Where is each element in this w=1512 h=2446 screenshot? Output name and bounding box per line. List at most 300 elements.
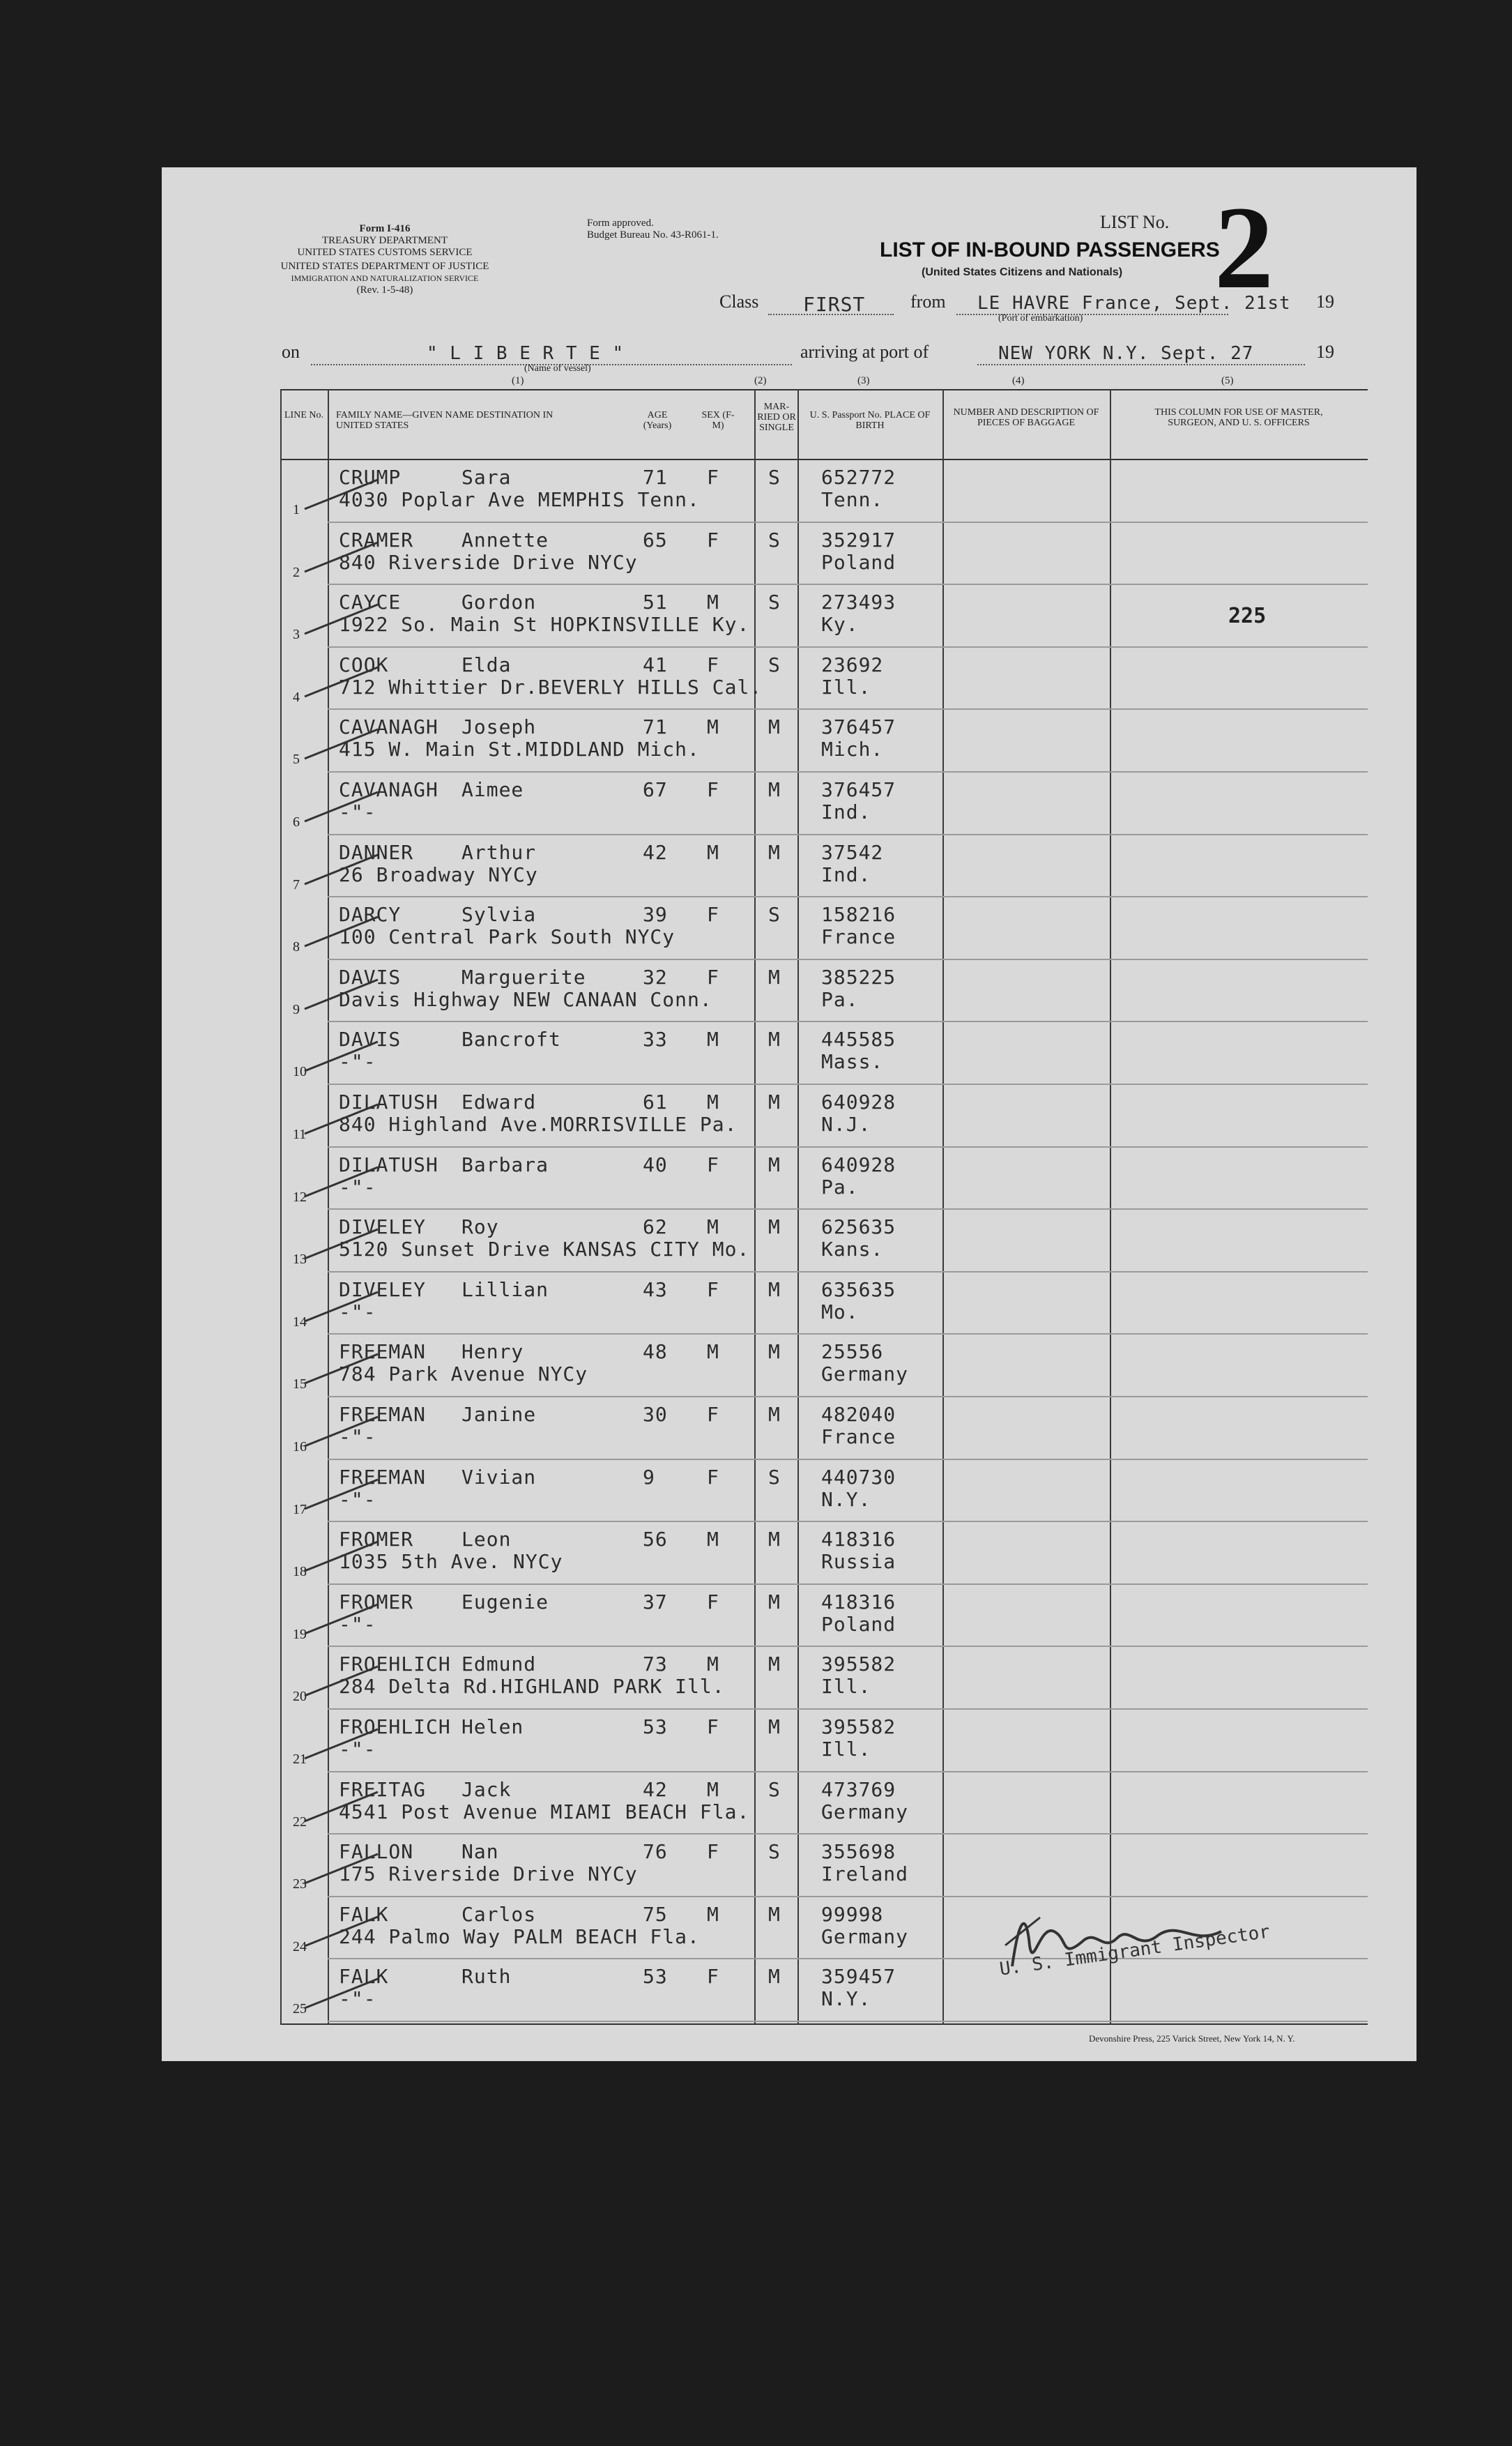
passport-number: 23692	[821, 653, 884, 676]
destination: -"-	[339, 1738, 376, 1761]
table-row	[280, 1335, 1368, 1397]
line-number: 25	[293, 2001, 307, 2017]
marital-status: M	[768, 840, 781, 864]
line-number: 14	[293, 1314, 307, 1330]
passport-number: 652772	[821, 466, 896, 489]
family-name: FROEHLICH	[339, 1653, 451, 1676]
line-number: 10	[293, 1064, 307, 1080]
check-mark-icon	[301, 974, 385, 1016]
place-of-birth: Ill.	[821, 675, 871, 699]
table-row	[280, 1397, 1368, 1460]
destination: 284 Delta Rd.HIGHLAND PARK Ill.	[339, 1675, 725, 1699]
family-name: DILATUSH	[339, 1153, 438, 1176]
age: 40	[643, 1153, 668, 1176]
given-name: Joseph	[461, 715, 537, 739]
place-of-birth: Kans.	[821, 1238, 884, 1261]
age: 53	[643, 1715, 668, 1738]
age: 73	[643, 1653, 668, 1676]
destination: -"-	[339, 800, 376, 823]
check-mark-icon	[301, 1661, 385, 1703]
sex: F	[707, 903, 719, 927]
age: 53	[643, 1965, 668, 1989]
col-num-5: (5)	[1221, 375, 1234, 386]
given-name: Vivian	[461, 1465, 537, 1489]
place-of-birth: France	[821, 1425, 896, 1448]
table-row	[280, 835, 1368, 898]
destination: Davis Highway NEW CANAAN Conn.	[339, 987, 712, 1011]
place-of-birth: Pa.	[821, 1175, 859, 1199]
line-number: 7	[293, 876, 300, 892]
place-of-birth: Ill.	[821, 1675, 871, 1699]
place-of-birth: France	[821, 925, 896, 949]
passport-number: 395582	[821, 1715, 896, 1738]
sex: F	[707, 528, 719, 552]
check-mark-icon	[301, 1848, 385, 1890]
inspector-caption: U. S. Immigrant Inspector	[998, 1921, 1272, 1980]
line-number: 1	[293, 502, 300, 517]
table-row	[280, 1522, 1368, 1585]
age: 62	[643, 1215, 668, 1239]
place-of-birth: Tenn.	[821, 488, 884, 511]
sex: M	[707, 1653, 719, 1676]
check-mark-icon	[301, 1911, 385, 1953]
sex: F	[707, 1277, 719, 1301]
check-mark-icon	[301, 1411, 385, 1453]
age: 33	[643, 1028, 668, 1051]
col-header-line: LINE No.	[284, 410, 323, 420]
check-mark-icon	[301, 787, 385, 828]
age: 76	[643, 1840, 668, 1864]
family-name: DAVIS	[339, 965, 402, 989]
place-of-birth: Mo.	[821, 1300, 859, 1323]
check-mark-icon	[301, 662, 385, 704]
table-row	[280, 773, 1368, 835]
destination: 784 Park Avenue NYCy	[339, 1362, 588, 1386]
family-name: FREEMAN	[339, 1340, 427, 1364]
age: 30	[643, 1403, 668, 1426]
destination: 1922 So. Main St HOPKINSVILLE Ky.	[339, 613, 750, 637]
destination: -"-	[339, 1050, 376, 1074]
destination: -"-	[339, 1175, 376, 1199]
table-row	[280, 1710, 1368, 1772]
age: 61	[643, 1091, 668, 1114]
passport-number: 352917	[821, 528, 896, 552]
family-name: DAVIS	[339, 1028, 402, 1051]
list-number: 2	[1214, 182, 1274, 313]
check-mark-icon	[301, 474, 385, 516]
table-row	[280, 1585, 1368, 1648]
arrival-dotline	[977, 364, 1305, 365]
family-name: FALK	[339, 1965, 389, 1989]
table-row	[280, 585, 1368, 648]
given-name: Jack	[461, 1777, 512, 1801]
given-name: Sylvia	[461, 903, 537, 927]
given-name: Annette	[461, 528, 549, 552]
family-name: FALLON	[339, 1840, 414, 1864]
check-mark-icon	[301, 1973, 385, 2015]
col-header-sex: SEX (F-M)	[701, 410, 735, 431]
age: 51	[643, 591, 668, 614]
marital-status: S	[768, 1777, 781, 1801]
line-number: 9	[293, 1001, 300, 1017]
marital-status: M	[768, 1403, 781, 1426]
given-name: Barbara	[461, 1153, 549, 1176]
passport-number: 376457	[821, 715, 896, 739]
place-of-birth: Ind.	[821, 800, 871, 823]
place-of-birth: Russia	[821, 1550, 896, 1574]
from-label: from	[910, 291, 946, 312]
check-mark-icon	[301, 1162, 385, 1203]
line-number: 24	[293, 1938, 307, 1954]
family-name: CAYCE	[339, 591, 402, 614]
form-subtitle: (United States Citizens and Nationals)	[922, 266, 1123, 278]
marital-status: M	[768, 1277, 781, 1301]
marital-status: M	[768, 1215, 781, 1239]
year-label-1: 19	[1316, 291, 1334, 312]
place-of-birth: N.Y.	[821, 1487, 871, 1511]
sex: F	[707, 1590, 719, 1613]
destination: 244 Palmo Way PALM BEACH Fla.	[339, 1924, 700, 1948]
marital-status: S	[768, 528, 781, 552]
line-number: 12	[293, 1189, 307, 1205]
age: 43	[643, 1277, 668, 1301]
arrival-value: NEW YORK N.Y. Sept. 27	[998, 343, 1254, 364]
check-mark-icon	[301, 537, 385, 579]
line-number: 6	[293, 814, 300, 830]
marital-status: M	[768, 715, 781, 739]
given-name: Leon	[461, 1528, 512, 1551]
line-number: 13	[293, 1252, 307, 1268]
table-row	[280, 1085, 1368, 1148]
table-row	[280, 1647, 1368, 1710]
destination: -"-	[339, 1987, 376, 2011]
place-of-birth: Ireland	[821, 1862, 909, 1886]
place-of-birth: Germany	[821, 1362, 909, 1386]
table-row	[280, 1022, 1368, 1085]
passport-number: 640928	[821, 1153, 896, 1176]
line-number: 17	[293, 1501, 307, 1517]
place-of-birth: Germany	[821, 1924, 909, 1948]
marital-status: M	[768, 1340, 781, 1364]
destination: -"-	[339, 1487, 376, 1511]
given-name: Helen	[461, 1715, 524, 1738]
col-num-2: (2)	[754, 375, 767, 386]
family-name: DANNER	[339, 840, 414, 864]
table-row	[280, 1834, 1368, 1897]
sex: M	[707, 591, 719, 614]
age: 41	[643, 653, 668, 676]
marital-status: S	[768, 1840, 781, 1864]
check-mark-icon	[301, 1036, 385, 1078]
check-mark-icon	[301, 911, 385, 953]
sex: M	[707, 1340, 719, 1364]
destination: 840 Riverside Drive NYCy	[339, 550, 638, 574]
family-name: FROEHLICH	[339, 1715, 451, 1738]
passport-number: 158216	[821, 903, 896, 927]
table-bottom-border	[280, 2023, 1368, 2025]
table-row	[280, 1148, 1368, 1210]
given-name: Edmund	[461, 1653, 537, 1676]
vessel-caption: (Name of vessel)	[524, 363, 591, 374]
passport-number: 376457	[821, 778, 896, 801]
col-header-married: MAR-RIED OR SINGLE	[757, 402, 796, 433]
manifest-table	[280, 389, 1368, 2032]
passport-number: 385225	[821, 965, 896, 989]
given-name: Bancroft	[461, 1028, 561, 1051]
line-number: 8	[293, 939, 300, 955]
age: 71	[643, 715, 668, 739]
col-num-3: (3)	[857, 375, 870, 386]
given-name: Sara	[461, 466, 512, 489]
line-number: 11	[293, 1127, 307, 1142]
class-label: Class	[719, 291, 759, 312]
from-value: LE HAVRE France, Sept. 21st	[977, 293, 1291, 314]
check-mark-icon	[301, 849, 385, 891]
check-mark-icon	[301, 1286, 385, 1328]
given-name: Ruth	[461, 1965, 512, 1989]
check-mark-icon	[301, 599, 385, 641]
form-title: LIST OF IN-BOUND PASSENGERS	[880, 238, 1220, 261]
age: 42	[643, 840, 668, 864]
form-number: Form I-416	[359, 223, 411, 234]
list-label: LIST No.	[1100, 212, 1170, 232]
officer-note: 225	[1228, 604, 1267, 628]
marital-status: S	[768, 903, 781, 927]
table-row	[280, 460, 1368, 523]
passport-number: 99998	[821, 1902, 884, 1926]
passport-number: 37542	[821, 840, 884, 864]
embarkation-caption: (Port of embarkation)	[998, 313, 1083, 324]
table-row	[280, 710, 1368, 773]
passport-number: 445585	[821, 1028, 896, 1051]
marital-status: M	[768, 1153, 781, 1176]
line-number: 18	[293, 1564, 307, 1580]
col-num-4: (4)	[1012, 375, 1025, 386]
on-label: on	[282, 342, 300, 362]
passport-number: 395582	[821, 1653, 896, 1676]
line-number: 2	[293, 564, 300, 580]
table-row	[280, 1273, 1368, 1335]
line-number: 20	[293, 1689, 307, 1705]
destination: -"-	[339, 1425, 376, 1448]
sex: F	[707, 1840, 719, 1864]
destination: -"-	[339, 1612, 376, 1636]
given-name: Marguerite	[461, 965, 586, 989]
check-mark-icon	[301, 1349, 385, 1390]
given-name: Eugenie	[461, 1590, 549, 1613]
marital-status: M	[768, 1028, 781, 1051]
sex: M	[707, 1777, 719, 1801]
sex: F	[707, 466, 719, 489]
family-name: FROMER	[339, 1528, 414, 1551]
col-header-name: FAMILY NAME—GIVEN NAME DESTINATION IN UNITED STATES	[336, 410, 553, 431]
family-name: CRUMP	[339, 466, 402, 489]
sex: M	[707, 715, 719, 739]
family-name: FREEMAN	[339, 1403, 427, 1426]
age: 9	[643, 1465, 655, 1489]
form-approval	[587, 218, 719, 241]
marital-status: M	[768, 1965, 781, 1989]
sex: M	[707, 1028, 719, 1051]
col-header-officers: THIS COLUMN FOR USE OF MASTER, SURGEON, AND U. S. OFFICERS	[1154, 407, 1323, 428]
from-dotline	[956, 314, 1228, 315]
sex: M	[707, 840, 719, 864]
family-name: DILATUSH	[339, 1091, 438, 1114]
year-label-2: 19	[1316, 342, 1334, 362]
place-of-birth: Poland	[821, 1612, 896, 1636]
table-row	[280, 523, 1368, 586]
passport-number: 418316	[821, 1590, 896, 1613]
destination: 5120 Sunset Drive KANSAS CITY Mo.	[339, 1238, 750, 1261]
family-name: FREITAG	[339, 1777, 427, 1801]
family-name: FROMER	[339, 1590, 414, 1613]
destination: 415 W. Main St.MIDDLAND Mich.	[339, 738, 700, 761]
given-name: Arthur	[461, 840, 537, 864]
family-name: DIVELEY	[339, 1215, 427, 1239]
family-name: COOK	[339, 653, 389, 676]
sex: F	[707, 653, 719, 676]
table-row	[280, 960, 1368, 1023]
marital-status: M	[768, 1091, 781, 1114]
given-name: Aimee	[461, 778, 524, 801]
age: 37	[643, 1590, 668, 1613]
destination: 840 Highland Ave.MORRISVILLE Pa.	[339, 1113, 738, 1136]
sex: M	[707, 1528, 719, 1551]
table-row	[280, 1460, 1368, 1523]
age: 75	[643, 1902, 668, 1926]
age: 48	[643, 1340, 668, 1364]
passport-number: 635635	[821, 1277, 896, 1301]
line-number: 21	[293, 1752, 307, 1767]
age: 65	[643, 528, 668, 552]
budget-text: Budget Bureau No. 43-R061-1.	[587, 229, 719, 241]
sex: M	[707, 1091, 719, 1114]
given-name: Gordon	[461, 591, 537, 614]
family-name: CAVANAGH	[339, 715, 438, 739]
place-of-birth: Germany	[821, 1800, 909, 1823]
age: 32	[643, 965, 668, 989]
table-row	[280, 897, 1368, 960]
arriving-label: arriving at port of	[800, 342, 929, 362]
passport-number: 440730	[821, 1465, 896, 1489]
passport-number: 418316	[821, 1528, 896, 1551]
family-name: CAVANAGH	[339, 778, 438, 801]
destination: 712 Whittier Dr.BEVERLY HILLS Cal.	[339, 675, 763, 699]
check-mark-icon	[301, 1599, 385, 1641]
destination: 100 Central Park South NYCy	[339, 925, 675, 949]
form-header-left	[280, 223, 489, 259]
given-name: Lillian	[461, 1277, 549, 1301]
line-number: 5	[293, 752, 300, 768]
check-mark-icon	[301, 1724, 385, 1765]
marital-status: S	[768, 466, 781, 489]
given-name: Nan	[461, 1840, 499, 1864]
col-num-1: (1)	[512, 375, 524, 386]
line-number: 19	[293, 1626, 307, 1642]
place-of-birth: Mich.	[821, 738, 884, 761]
passport-number: 359457	[821, 1965, 896, 1989]
check-mark-icon	[301, 1224, 385, 1266]
given-name: Carlos	[461, 1902, 537, 1926]
place-of-birth: Ill.	[821, 1738, 871, 1761]
marital-status: M	[768, 1715, 781, 1738]
marital-status: M	[768, 1653, 781, 1676]
sex: F	[707, 965, 719, 989]
passport-number: 473769	[821, 1777, 896, 1801]
dept-customs: UNITED STATES CUSTOMS SERVICE	[297, 247, 473, 258]
place-of-birth: Mass.	[821, 1050, 884, 1074]
col-header-age: AGE (Years)	[643, 410, 672, 431]
vessel-name: " L I B E R T E "	[427, 343, 625, 364]
form-header-left-2	[280, 261, 489, 296]
given-name: Henry	[461, 1340, 524, 1364]
sex: F	[707, 778, 719, 801]
sex: F	[707, 1153, 719, 1176]
passport-number: 625635	[821, 1215, 896, 1239]
place-of-birth: N.J.	[821, 1113, 871, 1136]
age: 56	[643, 1528, 668, 1551]
table-row	[280, 648, 1368, 711]
destination: -"-	[339, 1300, 376, 1323]
sex: F	[707, 1403, 719, 1426]
col-header-baggage: NUMBER AND DESCRIPTION OF PIECES OF BAGGAGE	[953, 407, 1099, 428]
table-row	[280, 1772, 1368, 1835]
marital-status: M	[768, 965, 781, 989]
sex: F	[707, 1715, 719, 1738]
family-name: FALK	[339, 1902, 389, 1926]
given-name: Janine	[461, 1403, 537, 1426]
age: 67	[643, 778, 668, 801]
destination: 175 Riverside Drive NYCy	[339, 1862, 638, 1886]
place-of-birth: N.Y.	[821, 1987, 871, 2011]
check-mark-icon	[301, 1474, 385, 1516]
place-of-birth: Ind.	[821, 863, 871, 886]
marital-status: M	[768, 1590, 781, 1613]
age: 71	[643, 466, 668, 489]
sex: M	[707, 1215, 719, 1239]
check-mark-icon	[301, 724, 385, 766]
table-row	[280, 1210, 1368, 1273]
form-revision: (Rev. 1-5-48)	[356, 284, 413, 296]
table-top-border	[280, 389, 1368, 390]
passport-number: 482040	[821, 1403, 896, 1426]
destination: 4030 Poplar Ave MEMPHIS Tenn.	[339, 488, 700, 511]
check-mark-icon	[301, 1099, 385, 1141]
given-name: Elda	[461, 653, 512, 676]
place-of-birth: Ky.	[821, 613, 859, 637]
family-name: DIVELEY	[339, 1277, 427, 1301]
printer-footer: Devonshire Press, 225 Varick Street, New York 14, N. Y.	[1089, 2033, 1295, 2044]
destination: 26 Broadway NYCy	[339, 863, 538, 886]
col-header-passport: U. S. Passport No. PLACE OF BIRTH	[809, 410, 931, 431]
marital-status: S	[768, 653, 781, 676]
sex: F	[707, 1965, 719, 1989]
check-mark-icon	[301, 1536, 385, 1578]
dept-justice: UNITED STATES DEPARTMENT OF JUSTICE	[280, 261, 489, 272]
marital-status: M	[768, 1528, 781, 1551]
passport-number: 273493	[821, 591, 896, 614]
destination: 1035 5th Ave. NYCy	[339, 1550, 563, 1574]
passport-number: 355698	[821, 1840, 896, 1864]
destination: 4541 Post Avenue MIAMI BEACH Fla.	[339, 1800, 750, 1823]
marital-status: S	[768, 1465, 781, 1489]
family-name: FREEMAN	[339, 1465, 427, 1489]
class-value: FIRST	[803, 293, 866, 316]
marital-status: M	[768, 778, 781, 801]
given-name: Edward	[461, 1091, 537, 1114]
marital-status: M	[768, 1902, 781, 1926]
manifest-sheet	[162, 167, 1416, 2061]
